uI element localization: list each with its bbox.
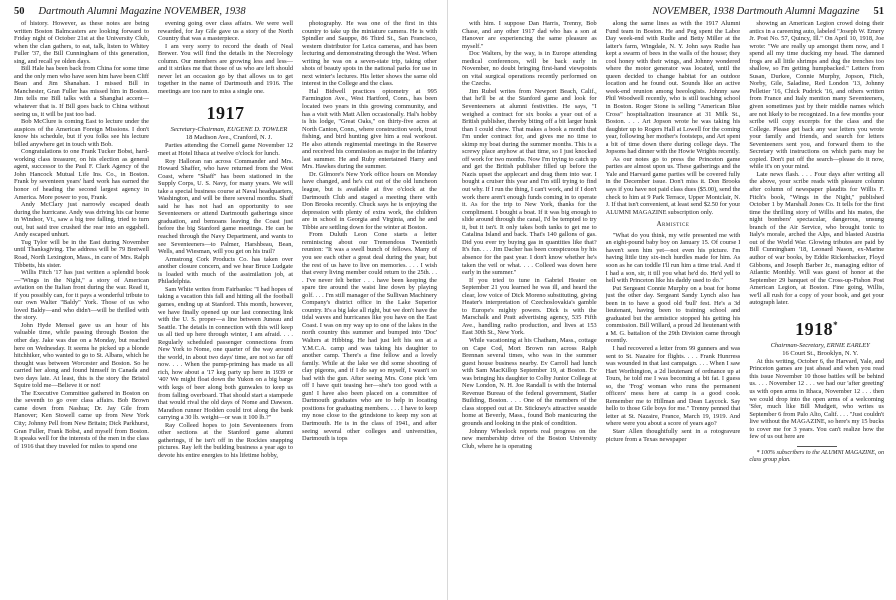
paragraph: From Duluth Leon Cone starts a letter reminiscing about our Tremendous Twentieth reunion: "It was a swell bunch of fellows. Many of you see each other a great deal during the year, but the rest of us have to live on memories. . . . I wish that every living member could return to the 25th. . . . I've never felt better . . . have been keeping the spare tire around the waist line down by playing golf. . . . I'm still manager of the Sullivan Machinery Company's district office in the Lake Superior country. It's a big lake all right, but we don't have the tidal waves and hurricanes like you have on the East Coast. I was on my way up to one of the lakes in the north country this summer and bumped into 'Doc' Walters at Hibbing. He had just left his son at a Y.M.C.A. camp and was taking his daughter to another camp. There's a fine fellow and a lovely family. While at the lake we did some shooting of clay pigeons, and if I do say so myself, I wasn't so bad with the gun. After seeing Mrs. Cone pick 'em off I have quit teasing her—she's too good with a gun! I have also been placed on a committee of Dartmouth graduates who are to help in locating positions for graduating members. . . . I have to keep my nose close to the grindstone to keep my son at Dartmouth. He is in the class of 1941, and after seeing several other colleges and universities, Dartmouth is tops xyxy=(302,231,437,443)
right-page-number: 51 xyxy=(873,6,884,17)
paragraph: Bob McClure is coming East to lecture under the auspices of the American Foreign Missions. I don't know his schedule, but if you folks see his lecture billed anywhere get in touch with Bob. xyxy=(14,118,149,148)
paragraph: Willis Fitch '17 has just written a splendid book—"Wings in the Night," a story of American aviation on the Italian front during the war. Read it, if you possibly can, for it pays a wonderful tribute to our own Walter "Baldy" York. Those of us who loved Baldy—and who didn't—will be thrilled with the story. xyxy=(14,269,149,322)
class-1917-heading: 1917 xyxy=(206,103,245,124)
paragraph: evening going over class affairs. We were well rewarded, for Jay Gile gave us a story of the North Country that was a masterpiece. xyxy=(158,20,293,43)
footnote: * 100% subscribers to the ALUMNI MAGAZINE, on class group plan. xyxy=(749,449,884,463)
column-5 xyxy=(606,20,741,598)
column-2 xyxy=(158,20,293,598)
class-1918-star: * xyxy=(833,319,839,330)
paragraph: I had recovered a letter from 99 gunners and was sent to St. Nazaire for flights. . . . Frank Hunrress was wounded in that last campaign. . . . When I saw Hart Worthington, a 2d lieutenant of ordnance up at Tours, he told me I was becoming a bit fat. I guess so, the 'Frog' woman who runs the permanent officers' mess here at camp is a good cook. Remember me to Hillman and Dean Laycock. Say hello to those Gile boys for me." Trenny penned that letter at St. Nazaire, France, March 19, 1919. And where were you about a score of years ago? xyxy=(605,344,741,428)
paragraph: If you tried to tune in Gabriel Heater on September 21 you learned he was ill, and heard the clear, low voice of Dick Moreno substituting, giving Heater's interpretation of Czechoslovakia's gamble to Europe's mighty powers. Dick is with the Marschalk and Pratt advertising agency, 535 Fifth Ave., handling radio production, and lives at 153 East 30th St., New York. xyxy=(462,276,597,337)
right-page xyxy=(448,0,896,600)
paragraph: As our notes go to press the Princeton game parties are almost upon us. These gatherings and the Yale and Harvard game parties will be covered fully in the December issue. Don't miss it. Don Brooks says if you have not paid class dues ($5.00), send the check to him at 9 Park Terrace, Upper Montclair, N. J. If that isn't convenient, at least send $2.50 for your ALUMNI MAGAZINE subscription only. xyxy=(605,155,741,216)
right-page-header xyxy=(462,4,884,20)
column-1 xyxy=(14,20,149,598)
paragraph: At this writing, October 6, the Harvard, Yale, and Princeton games are just ahead and when you read this issue November 10 those battles will be behind us. . . . November 12 . . . we had our 'after greeting' us with open arms in Ithaca, November 12 . . . then we could drop into the open arms of a welcoming 'Sfer, much like Bill Mudgett, who writes us September 6 from Palo Alto, Calif. . . . "Just couldn't live without the MAGAZINE, so here's my 15 bucks to cover me for 3 years. You can't realize how the few of us out here are xyxy=(749,357,884,441)
paragraph: Andy McClary just narrowly escaped death during the hurricane. Andy was driving his car home in Windsor, Vt., saw a big tree falling, tried to turn out, but said tree crushed the rear into an eggshell. Andy escaped unhurt. xyxy=(14,201,149,239)
left-page-running-head: Dartmouth Alumni Magazine NOVEMBER, 1938 xyxy=(38,6,246,17)
paragraph: Jim Rubel writes from Newport Beach, Calif., that he'll be at the Stanford game and look for Seventeeners at alumni festivities. He says, "I weighed a contract for six books a year out of a British publisher, thereby biting off a bit larger hunk than I could chew. That makes a book a month that I'm under contract for, and gives me no time to skimp my boat during the summer months. This is a screwy place anyhow at that time, so I just knocked off work for two months. Now I'm trying to catch up and get the British publisher filled up before the Nazis upset the applecart and drag them into war. I bought a cruiser this year and I'm still trying to find out why. If I run the thing, I can't work, and if I don't work there aren't enough funds coming in to operate it. As for the trip to New York, thanks for the compliment. I bought a boat. If it was big enough to slide around through the canal, I'd be tempted to try it, but it isn't. It only takes both tanks to get me to Catalina Island and back. That's 140 gallons of gas. Did you ever try buying gas in quantities like that? It's fun. . . . Jim Dacher has been conspicuous by his absence for the past year. I don't know whether he's taken the veil or what. . . . Colleed was down here early in the summer." xyxy=(462,87,597,277)
paragraph: showing an American Legion crowd doing their antics in a careening auto, labeled "Joseph W. Emery Jr. Post No. 57, Quincy, Ill." On April 10, 1918, Joe wrote: "We are really up amongst them now, and I spend all my time ducking my head. The damned frogs are all little shrimps and dug the trenches too shallow, so I'm getting humpbacked." Letters from Susan, Durkee, Connie Murphy, Jopson, Fitch, Norby, Gile, Saladine, Red London '13, Johnny Pelletier '16, Chick Pudrick '16, and others written from France and Italy mention many Seventeeners, given sometimes just by their middle names which are not likely to be recognized. In a few months your scribe will copy excerpts for the class and the College. Please get back any war letters you wrote your family and friends, and search for letters Seventeeners sent you, and forward them to the Secretary with instructions on which parts may be copied. Don't put off the search—please do it now, while it's on your mind. xyxy=(749,20,884,171)
right-page-running-head: NOVEMBER, 1938 Dartmouth Alumni Magazine xyxy=(652,6,860,17)
paragraph: Doc Walters, by the way, is in Europe attending medical conferences, will be back early in November, no doubt bringing first-hand viewpoints on vital surgical operations recently performed on the Czechs. xyxy=(462,50,597,88)
right-page-columns xyxy=(462,20,884,598)
column-3 xyxy=(302,20,437,598)
paragraph: Dr. Gilmore's New York office hours on Monday have changed, and he's cut out of the old luncheon league, but is available at five o'clock at the Dartmouth Club and staged a meeting there with Don Brooks recently. Chuck says he is enjoying the depression with plenty of extra work, the children are in school in Georgia and Virginia, and he and Tibbie are settling down for the winter at Boston. xyxy=(302,170,437,231)
paragraph: with him. I suppose Dan Harris, Trenny, Bob Chase, and any other 1917 dad who has a son at Hanover are experiencing the same pleasure as myself." xyxy=(462,20,597,50)
paragraph: Johnny Wheelock reports real progress on the new membership drive of the Boston University Club, where he is operating xyxy=(462,427,597,450)
paragraph: Congratulations to one Frank Tucker Bobst, hard-working class treasurer, on his election as general agent, successor to the Paul F. Clark Agency of the John Hancock Mutual Life Ins. Co., in Boston. Frank by seventeen years' hard work has earned the honor of heading the second largest agency in America. More power to you, Frank. xyxy=(14,148,149,201)
paragraph: John Hyde Mensel gave us an hour of his valuable time, while passing through Boston the other day. Jake was due on a Monday, but reached here on Wednesday. It seems he picked up a blonde hitchhiker, who wanted to go to St. Albans, which he thought was between Worcester and Boston. So he carried her along and found himself in Canada and two days late. At least, this is the story the Bristol Squire told me—Believe it or not! xyxy=(14,321,149,390)
paragraph: of history. However, as these notes are being written Boston Balmcasters are looking forward to Friday night of October 21st at the University Club, when the clan gathers, to eat, talk, listen to Whitey Fuller '37, the Bill Cunningham of this generation, sing, and recall ye olden days. xyxy=(14,20,149,65)
paragraph: Armstrong Cork Products Co. has taken over another closure concern, and we hear Bruce Ludgate is loaded with much of the assimilation job, at Philadelphia. xyxy=(158,255,293,286)
paragraph: Starr Allen thoughtfully sent in a rotogravure picture from a Texas newspaper xyxy=(605,427,741,443)
left-page-columns xyxy=(14,20,437,598)
paragraph: Bill Hale has been back from China for some time and the only men who have seen him have been Cliff Bean and Jim Shanahan. I missed Bill in Manchester, Gran Fuller has missed him in Boston. Jim tells me Bill talks with a Shanghai accent—whatever that is. If Bill goes back to China without seeing us, it will be just too bad. xyxy=(14,65,149,118)
class-1918-heading xyxy=(749,315,884,339)
paragraph: The Executive Committee gathered in Boston on the seventh to go over class affairs. Bob Brown came down from Nashua; Dr. Jay Gile from Hanover; Ken Stowell came up from New York City; Johnny Pell from New Britain; Dick Parkhurst, Gran Fuller, Frank Bobst, and myself from Boston. It speaks well for the interests of the men in the class of 1916 that they traveled for miles to spend one xyxy=(14,389,149,450)
class-1918-address: 16 Court St., Brooklyn, N. Y. xyxy=(782,349,859,357)
class-1917-address: 18 Madison Ave., Cranford, N. J. xyxy=(185,134,273,142)
paragraph: "What do you think, my wife presented me with an eight-pound baby boy on January 15. Of course I haven't seen him yet—not even his picture. I'm having little tiny six-inch hurdles made for him. As soon as he can toddle I'll run him a time trial. And if I had a son, sir, it till you what he'd do. He'd yell to hell with Princeton like his daddy used to do." xyxy=(605,231,741,285)
paragraph: Roy Halloran ran across Commander and Mrs. Howard Shaffer, who have returned from the West Coast, where "Shaff" has been stationed in the Supply Corps, U. S. Navy, for many years. We will take a special business course at Naval headquarters, Washington, and will be there several months. Shaff said he has not had an opportunity to see Seventeeners or attend Dartmouth gatherings since graduation, and bemoans leaving the Coast just before the big Stanford game meetings. He can be reached through the Navy Department, and wants to see Seventeeners—to Palmer, Harshbeau, Bean, Wells, and Wiesman, will you get on his trail? xyxy=(158,157,293,256)
class-1918-year: 1918 xyxy=(795,318,834,339)
class-1917-secretary: Secretary-Chairman, EUGENE D. TOWLER xyxy=(170,126,288,134)
paragraph: Hal Bidwell practices optometry at 995 Farmington Ave., West Hartford, Conn., has been located two years in this growing community, and has a visit with Matt Allen occasionally. Hal's hobby is his lodge, "Great Oaks," on thirty-five acres at North Canton, Conn., where construction work, trout fishing, and bird hunting give him a real workout. He also attends regimental meetings in the Reserve and received his commission as major in the infantry last summer. He and Ruby entertained Harry and Mrs. Hawkes during the summer. xyxy=(302,87,437,171)
paragraph: While vacationing at his Chatham, Mass., cottage on Cape Cod, Mort Brown ran across Ralph Brennan several times, who was in the summer guest house business nearby. Ev Carroll had lunch with Sam MacKillop September 19, at Boston. Ev was bringing his daughter to Colby Junior College at New London, N. H. Joe Randall is with the Internal Revenue Bureau of the federal government, Statler Building, Boston. . . . One of the members of the class stopped out at Dr. Stickney's attractive seaside home at Beverly, Mass., found Bob manicuring the grounds and looking in the pink of condition. xyxy=(462,336,597,427)
paragraph: Tug Tylor will be in the East during November until Thanksgiving. The address will be 79 Bretwell Road, North Lexington, Mass., in care of Mrs. Ralph Tibbetts, his sister. xyxy=(14,238,149,269)
paragraph: Put Sergeant Connie Murphy on a boat for home just the other day. Sergeant Sandy Lynch also has been in to have a good old 'bull' fest. He's a 3d lieutenant, having been to training school and graduated but the armistice stopped his getting his commission. Bill Willard, a proud 2d lieutenant with a M. G. battalion of the 29th Division came through recently. xyxy=(605,284,741,345)
paragraph: Parties attending the Cornell game November 12 meet at Hotel Ithaca at twelve o'clock for lunch. xyxy=(158,142,293,158)
paragraph: photography. He was one of the first in this country to take up the miniature camera. He is with Spindler and Sauppe, 86 Third St., San Francisco, western distributor for Leica cameras, and has been lecturing and demonstrating through the West. When writing he was on a seven-state trip, taking other shots of beauty spots in the national parks for use in next winter's lectures. His letter shows the same old interest in the College and the class. xyxy=(302,20,437,88)
class-1918-secretary: Chairman-Secretary, ERNIE EARLEY xyxy=(770,341,870,349)
left-page-number: 50 xyxy=(14,6,25,17)
paragraph: I am very sorry to record the death of Neal Brewer. You will find the details in the Necrology column. Our members are growing less and less—and it strikes me that those of us who are left should never let an occasion go by that allows us to get together in the name of Dartmouth and 1916. The meetings are too rare to miss a single one. xyxy=(158,42,293,95)
paragraph: Sam White writes from Fairbanks: "I had hopes of taking a vacation this fall and hitting all the football games, ending up at Stanford. This month, however, we have finally opened up our last connecting link with the U. S. proper—a line between Juneau and Seattle. The details in connection with this will keep us all tied up here through winter, I am afraid. . . . Regularly scheduled passenger connections from New York to Nome, one quarter of the way around the world, in about two days' time, are not so far off now. . . . When the pump-priming has made us all rich, how about a '17 keg party up here in 1939 or '40? We might float down the Yukon on a big barge with kegs of beer along both gunwales to keep us from falling overboard. That should start a stampede that would rival the old days of Nome and Dawson. Marathon runner Hodden could trot along the bank carrying a 30 lb. weight—or was it 100 lb.?" xyxy=(158,285,293,422)
paragraph: Late news flash. . . . Four days after writing all the above, your scribe reads with pleasure column after column of newspaper plaudits for Willis F. Fitch's book, "Wings in the Night," published October 1 by Marshall Jones Co. It tells for the first time the thrilling story of Willis and his mates, the night bombers' spectacular, dangerous, unsung branch of the Air Service, who brought tonic to Italy's morale, arched the Alps, and blasted Austria out of the World War. Glowing tributes are paid by Bill Cunningham '18, Leonard Nason, ex-Marine author of war books, by Eddie Rickenbacker, Floyd Gibbons, and Joseph Barber Jr., managing editor of Atlantic Monthly. Will was guest of honor at the September 29 banquet of the Cross-up-Fishon Post American Legion, at Boston. Fine going, Willis, we'll all rush for a copy of your book, and get your autograph later. xyxy=(749,170,884,307)
column-4 xyxy=(462,20,597,598)
paragraph: along the same lines as with the 1917 Alumni Fund team in Boston. He and Peg spent the Labor Day week-end with Rudie and Betty Miller at the latter's farm, Wingdale, N. Y. John says Rudie has kept a swarm of bees in the walls of the house; they cool honey with their wings, and Johnny wondered where the motor generator was located, until the queen decided to change habitat for an outdoor location and he found out. Sounds like an active week-end reunion among beeologists. Johnny saw Phil Woodwell recently, who is still teaching school in Boston. Roger Stone is selling "American Blue Cross" hospitalization insurance at 31 Milk St., Boston. . . . Art Jopson wrote he was taking his daughter up to Rogers Hall at Lowell for the coming year, following her mother's footsteps, and Art spent a bit of time down there during college days. The Jopsons had dinner with the Howie Wrights recently. xyxy=(605,20,741,156)
armistice-heading: Armistice xyxy=(656,221,690,229)
column-6 xyxy=(749,20,884,598)
paragraph: Ray Colleed hopes to join Seventeeners from other sections at the Stanford game alumni gatherings, if he isn't off in the Rockies snapping pictures. Ray left the building business a year ago to devote his entire energies to his lifetime hobby, xyxy=(158,421,293,459)
left-page-header xyxy=(14,4,437,20)
footnote-rule xyxy=(797,446,837,447)
